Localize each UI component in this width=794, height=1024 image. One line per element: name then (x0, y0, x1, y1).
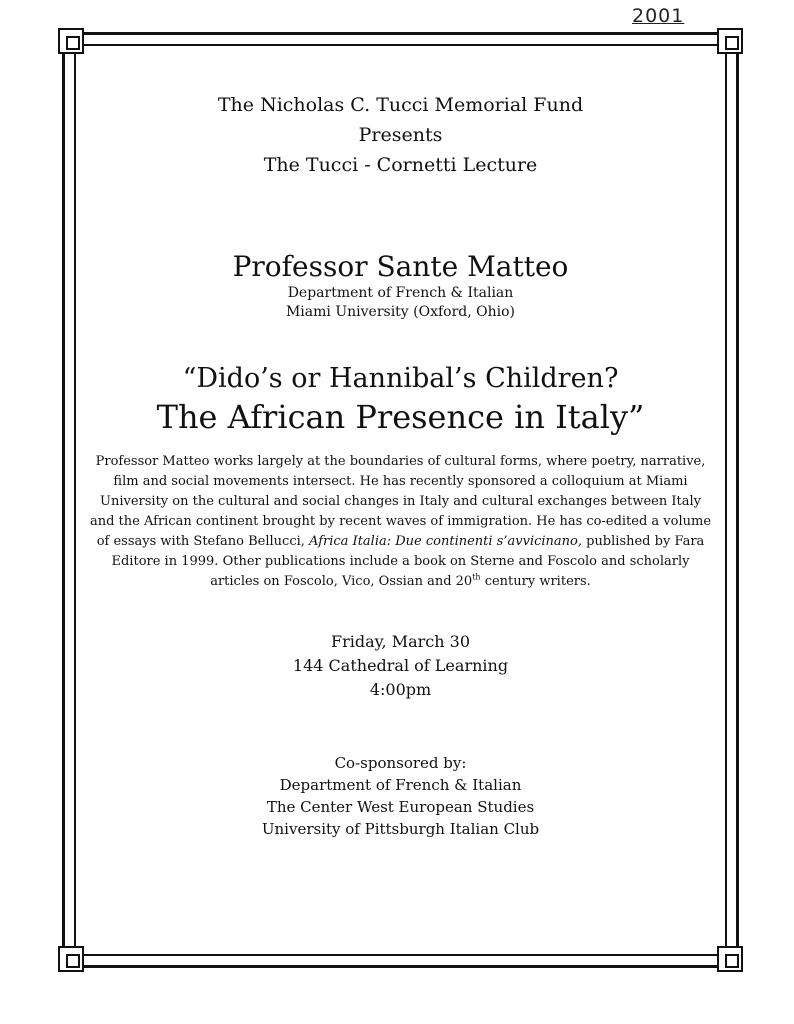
bio-text-part-2: published by Fara Editore in 1999. Other publications include a book on Sterne and Foscolo and scholarly articles on Foscolo, Vico, Ossian and 20 (111, 534, 705, 589)
corner-ornament-top-left (58, 28, 84, 54)
sponsor-item: Department of French & Italian (279, 776, 522, 794)
corner-ornament-bottom-right (717, 946, 743, 972)
presents-text: Presents (358, 124, 443, 146)
bio-text-part-1: Professor Matteo works largely at the boundaries of cultural forms, where poetry, narrative, film and social movements intersect. He has recently sponsored a colloquium at Miami University on the cultural and social changes in Italy and cultural exchanges between Italy and the African continent brought by recent waves of immigration. He has co-edited a volume of essays with Stefano Bellucci, (89, 454, 712, 549)
lecture-title-line-2: The African Presence in Italy” (156, 398, 645, 436)
speaker-university: Miami University (Oxford, Ohio) (285, 304, 516, 320)
sponsors-heading: Co-sponsored by: (334, 754, 467, 772)
speaker-bio (86, 452, 715, 592)
corner-ornament-top-right (717, 28, 743, 54)
bio-book-title: Africa Italia: Due continenti s’avvicinano, (309, 534, 582, 549)
speaker-block (86, 250, 715, 322)
lecture-series-name: The Tucci - Cornetti Lecture (263, 154, 538, 176)
event-date: Friday, March 30 (330, 632, 470, 651)
header-block (86, 90, 715, 180)
flyer-content (86, 90, 715, 840)
event-time: 4:00pm (369, 680, 432, 699)
speaker-name: Professor Sante Matteo (232, 250, 569, 283)
fund-name: The Nicholas C. Tucci Memorial Fund (217, 94, 584, 116)
speaker-department: Department of French & Italian (287, 285, 514, 301)
lecture-title-block (86, 362, 715, 438)
corner-ornament-bottom-left (58, 946, 84, 972)
event-details (86, 630, 715, 702)
handwritten-year: 2001 (632, 5, 685, 27)
sponsors-block (86, 752, 715, 840)
sponsor-item: University of Pittsburgh Italian Club (261, 820, 540, 838)
event-location: 144 Cathedral of Learning (292, 656, 509, 675)
sponsor-item: The Center West European Studies (266, 798, 535, 816)
bio-superscript: th (472, 572, 481, 582)
bio-text-part-3: century writers. (480, 574, 591, 589)
lecture-title-line-1: “Dido’s or Hannibal’s Children? (182, 363, 619, 394)
